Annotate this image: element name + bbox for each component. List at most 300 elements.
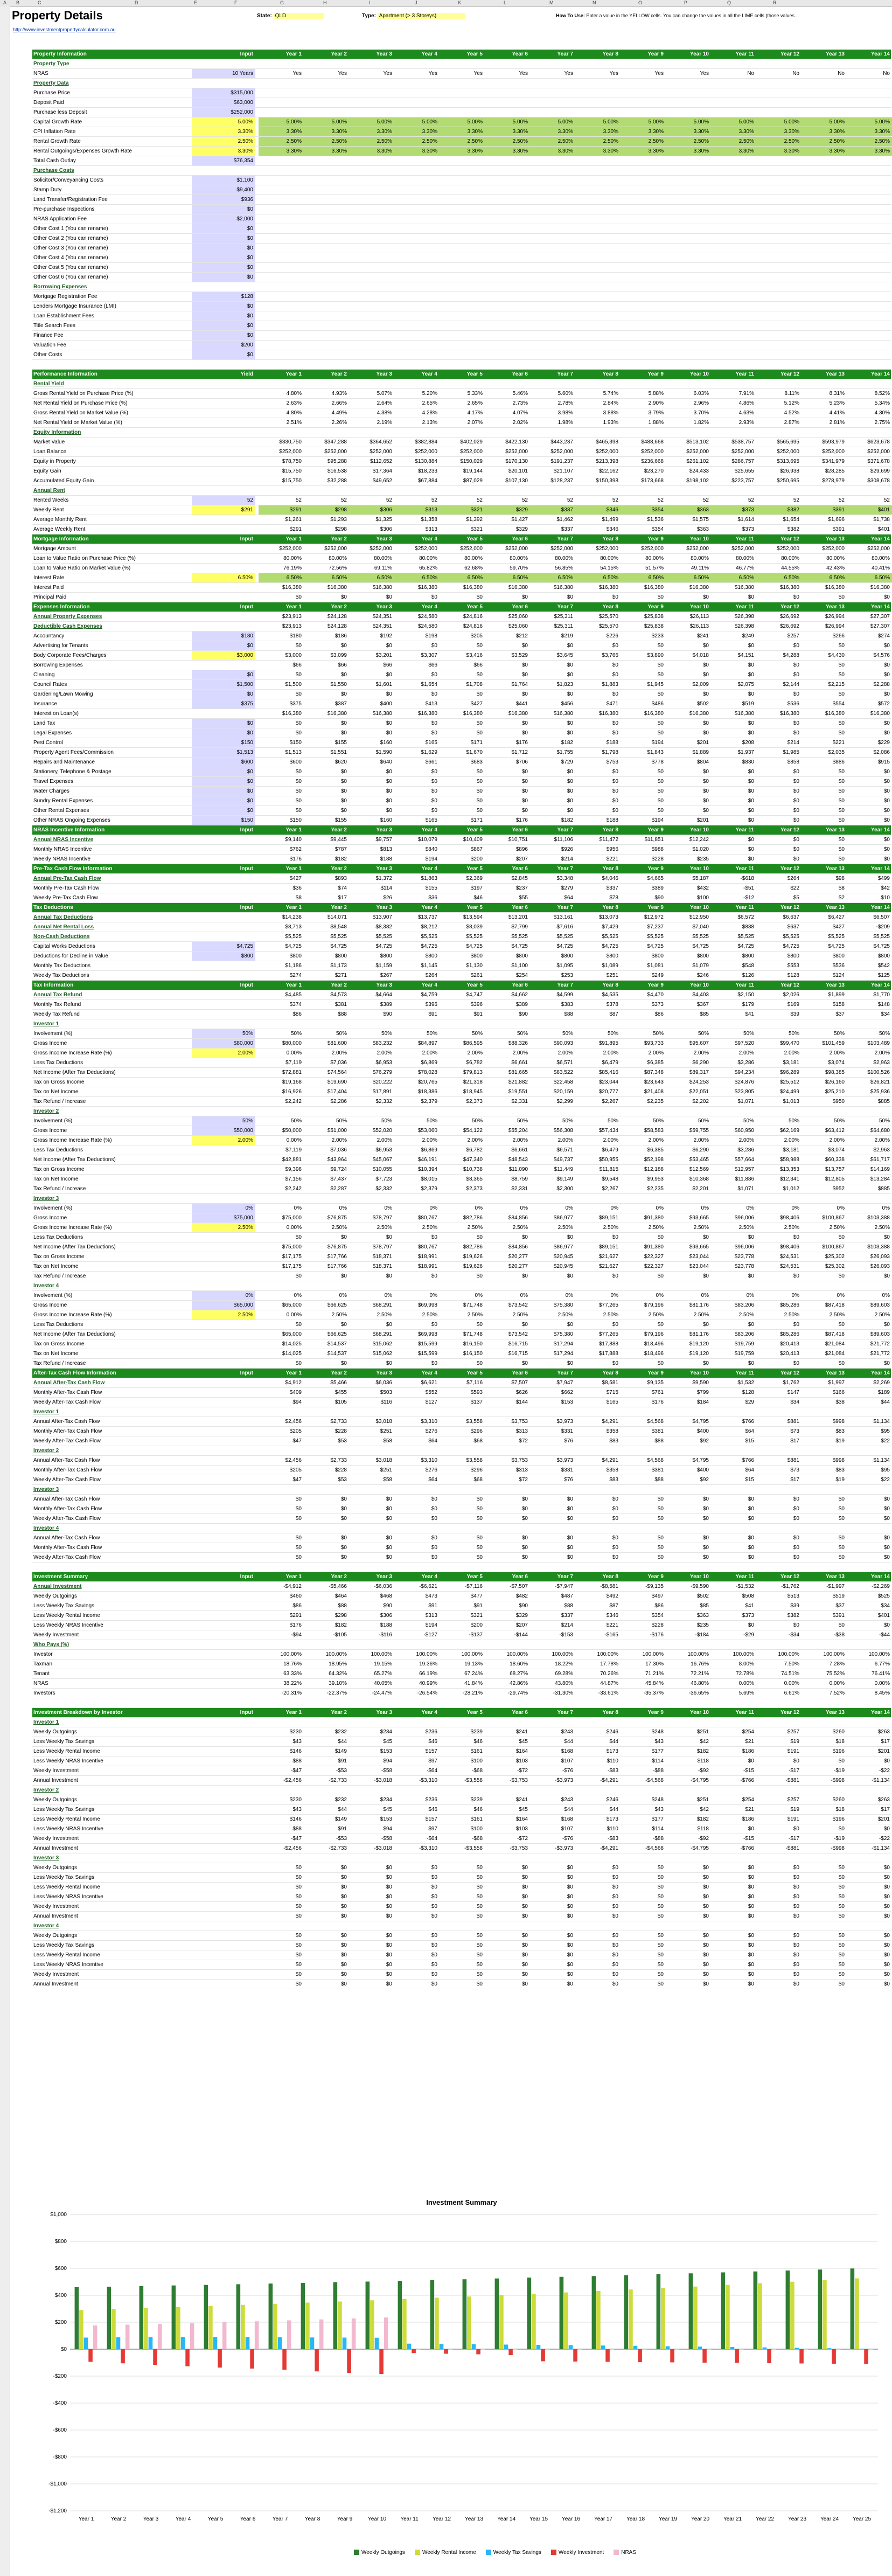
year-header-cell[interactable]: Year 12: [780, 1574, 799, 1580]
value-cell[interactable]: $75,000: [282, 1244, 302, 1250]
value-cell[interactable]: 2.51%: [286, 420, 302, 426]
value-cell[interactable]: $266: [832, 633, 845, 639]
value-cell[interactable]: $161: [470, 1816, 483, 1822]
value-cell[interactable]: 4.17%: [467, 410, 483, 416]
year-header-cell[interactable]: Year 9: [647, 604, 664, 610]
value-cell[interactable]: $313: [425, 526, 437, 532]
value-cell[interactable]: $502: [696, 701, 709, 707]
value-cell[interactable]: $93,665: [689, 1244, 709, 1250]
value-cell[interactable]: $0: [567, 1496, 573, 1502]
value-cell[interactable]: $76,279: [372, 1070, 392, 1075]
year-header-cell[interactable]: Year 2: [331, 866, 347, 872]
value-cell[interactable]: $0: [612, 1913, 618, 1919]
value-cell[interactable]: $0: [295, 1981, 302, 1987]
value-cell[interactable]: $0: [657, 1496, 664, 1502]
value-cell[interactable]: 2.50%: [377, 1312, 392, 1318]
input-cell[interactable]: $76,354: [192, 156, 255, 165]
value-cell[interactable]: -$998: [831, 1777, 845, 1783]
value-cell[interactable]: $176: [651, 1399, 664, 1405]
input-cell[interactable]: $0: [192, 767, 255, 776]
value-cell[interactable]: $68,291: [372, 1302, 392, 1308]
value-cell[interactable]: $251: [696, 1797, 709, 1803]
value-cell[interactable]: 0%: [384, 1205, 392, 1211]
value-cell[interactable]: $0: [340, 1234, 347, 1240]
year-header-cell[interactable]: Year 3: [376, 1370, 392, 1376]
value-cell[interactable]: 2.50%: [603, 1312, 618, 1318]
value-cell[interactable]: $374: [289, 1002, 302, 1008]
value-cell[interactable]: $0: [657, 1516, 664, 1522]
value-cell[interactable]: -$4,795: [691, 1777, 709, 1783]
value-cell[interactable]: $0: [521, 1913, 528, 1919]
value-cell[interactable]: $0: [793, 1913, 799, 1919]
value-cell[interactable]: $4,430: [828, 652, 845, 658]
input-cell[interactable]: $65,000: [192, 1301, 255, 1310]
year-header-cell[interactable]: Year 2: [331, 604, 347, 610]
value-cell[interactable]: $82,786: [463, 1244, 483, 1250]
value-cell[interactable]: $762: [289, 846, 302, 852]
input-cell[interactable]: $50,000: [192, 1126, 255, 1135]
value-cell[interactable]: 100.00%: [325, 1651, 347, 1657]
value-cell[interactable]: -$881: [785, 1777, 799, 1783]
value-cell[interactable]: $60,338: [825, 1157, 845, 1163]
value-cell[interactable]: $64: [428, 1438, 437, 1444]
value-cell[interactable]: $9,757: [375, 837, 392, 843]
value-cell[interactable]: 0%: [882, 1293, 890, 1299]
value-cell[interactable]: $196: [832, 1748, 845, 1754]
value-cell[interactable]: $0: [657, 1874, 664, 1880]
value-cell[interactable]: 3.30%: [802, 147, 847, 156]
value-cell[interactable]: $80,767: [417, 1244, 437, 1250]
value-cell[interactable]: $0: [612, 1554, 618, 1560]
input-cell[interactable]: $936: [192, 195, 255, 204]
value-cell[interactable]: 68.27%: [510, 1671, 528, 1677]
year-header-cell[interactable]: Year 1: [285, 371, 302, 377]
value-cell[interactable]: $59,755: [689, 1128, 709, 1134]
value-cell[interactable]: $0: [838, 691, 845, 697]
value-cell[interactable]: $0: [295, 1894, 302, 1900]
value-cell[interactable]: $221: [606, 856, 618, 862]
value-cell[interactable]: $1,513: [285, 749, 302, 755]
value-cell[interactable]: $37: [835, 1603, 845, 1609]
value-cell[interactable]: $23,913: [282, 614, 302, 620]
value-cell[interactable]: 66.19%: [419, 1671, 437, 1677]
year-header-cell[interactable]: Year 1: [285, 866, 302, 872]
value-cell[interactable]: $0: [431, 1545, 437, 1551]
value-cell[interactable]: $189: [877, 1390, 890, 1395]
value-cell[interactable]: $20,413: [779, 1351, 799, 1357]
value-cell[interactable]: $729: [561, 759, 573, 765]
value-cell[interactable]: 100.00%: [461, 1651, 483, 1657]
value-cell[interactable]: $1,883: [602, 682, 618, 688]
value-cell[interactable]: $252,000: [279, 449, 302, 455]
value-cell[interactable]: $0: [748, 1826, 754, 1832]
value-cell[interactable]: 8.45%: [874, 1690, 890, 1696]
year-header-cell[interactable]: Year 2: [331, 51, 347, 57]
value-cell[interactable]: $0: [476, 672, 483, 678]
value-cell[interactable]: 3.30%: [394, 127, 440, 136]
value-cell[interactable]: 2.73%: [512, 400, 528, 406]
value-cell[interactable]: $0: [340, 788, 347, 794]
value-cell[interactable]: $25,655: [734, 468, 754, 474]
year-header-cell[interactable]: Year 14: [870, 51, 890, 57]
value-cell[interactable]: $858: [787, 759, 799, 765]
value-cell[interactable]: $0: [838, 1971, 845, 1977]
year-header-cell[interactable]: Year 5: [466, 827, 483, 833]
value-cell[interactable]: $78,797: [372, 1244, 392, 1250]
value-cell[interactable]: $168: [561, 1816, 573, 1822]
value-cell[interactable]: $0: [838, 769, 845, 775]
value-cell[interactable]: -$15: [743, 1836, 754, 1842]
value-cell[interactable]: $0: [431, 808, 437, 814]
year-header-cell[interactable]: Year 7: [557, 371, 573, 377]
value-cell[interactable]: $4,151: [737, 652, 754, 658]
value-cell[interactable]: 5.74%: [603, 391, 618, 397]
year-header-cell[interactable]: Year 8: [602, 51, 618, 57]
value-cell[interactable]: $246: [606, 1797, 618, 1803]
value-cell[interactable]: 2.50%: [874, 1225, 890, 1231]
year-header-cell[interactable]: Year 10: [689, 827, 709, 833]
value-cell[interactable]: $96,006: [734, 1244, 754, 1250]
value-cell[interactable]: 52: [612, 497, 618, 503]
value-cell[interactable]: $149: [334, 1748, 347, 1754]
value-cell[interactable]: $0: [386, 779, 392, 784]
value-cell[interactable]: $464: [334, 1593, 347, 1599]
value-cell[interactable]: $0: [793, 1622, 799, 1628]
value-cell[interactable]: 52: [295, 497, 302, 503]
input-cell[interactable]: Input: [192, 981, 255, 990]
value-cell[interactable]: $0: [748, 846, 754, 852]
value-cell[interactable]: 2.00%: [331, 1137, 347, 1143]
value-cell[interactable]: $91,895: [598, 1040, 618, 1046]
value-cell[interactable]: $1,159: [375, 963, 392, 969]
value-cell[interactable]: $176: [289, 1622, 302, 1628]
value-cell[interactable]: $81,600: [327, 1040, 347, 1046]
value-cell[interactable]: $253: [561, 973, 573, 978]
value-cell[interactable]: $46: [428, 1739, 437, 1745]
value-cell[interactable]: -$153: [559, 1632, 573, 1638]
value-cell[interactable]: $0: [702, 662, 709, 668]
value-cell[interactable]: $3,753: [511, 1419, 528, 1425]
value-cell[interactable]: $64: [745, 1428, 754, 1434]
value-cell[interactable]: $0: [702, 1865, 709, 1871]
value-cell[interactable]: 46.80%: [691, 1681, 709, 1686]
value-cell[interactable]: $186: [742, 1816, 754, 1822]
value-cell[interactable]: $249: [742, 633, 754, 639]
year-header-cell[interactable]: Year 9: [647, 827, 664, 833]
value-cell[interactable]: $0: [476, 720, 483, 726]
year-header-cell[interactable]: Year 8: [602, 1370, 618, 1376]
value-cell[interactable]: $881: [787, 1419, 799, 1425]
value-cell[interactable]: $46: [473, 895, 483, 901]
value-cell[interactable]: $1,670: [466, 749, 483, 755]
value-cell[interactable]: $0: [340, 1933, 347, 1939]
value-cell[interactable]: $0: [793, 594, 799, 600]
value-cell[interactable]: $391: [802, 505, 847, 515]
value-cell[interactable]: $45: [519, 1739, 528, 1745]
year-header-cell[interactable]: Year 9: [647, 51, 664, 57]
value-cell[interactable]: $87,029: [463, 478, 483, 484]
value-cell[interactable]: 2.50%: [648, 1225, 664, 1231]
input-cell[interactable]: Input: [192, 1708, 255, 1717]
value-cell[interactable]: $346: [606, 1613, 618, 1619]
value-cell[interactable]: $263: [877, 1729, 890, 1735]
value-cell[interactable]: 2.13%: [422, 420, 437, 426]
value-cell[interactable]: 5.00%: [349, 117, 394, 127]
value-cell[interactable]: $0: [521, 788, 528, 794]
value-cell[interactable]: $0: [567, 720, 573, 726]
value-cell[interactable]: $0: [748, 1758, 754, 1764]
value-cell[interactable]: -31.30%: [553, 1690, 573, 1696]
value-cell[interactable]: $7,616: [556, 924, 573, 930]
value-cell[interactable]: $0: [340, 1516, 347, 1522]
value-cell[interactable]: 75.52%: [826, 1671, 845, 1677]
column-letter[interactable]: I: [369, 0, 371, 5]
value-cell[interactable]: $382: [756, 505, 802, 515]
value-cell[interactable]: $389: [380, 1002, 392, 1008]
value-cell[interactable]: $246: [696, 973, 709, 978]
value-cell[interactable]: 2.50%: [621, 137, 666, 146]
value-cell[interactable]: $0: [748, 837, 754, 843]
value-cell[interactable]: $0: [340, 1322, 347, 1328]
value-cell[interactable]: $0: [748, 1554, 754, 1560]
value-cell[interactable]: 2.00%: [648, 1137, 664, 1143]
value-cell[interactable]: 18.22%: [555, 1661, 573, 1667]
value-cell[interactable]: Yes: [564, 71, 573, 77]
value-cell[interactable]: 4.63%: [738, 410, 754, 416]
value-cell[interactable]: $64: [428, 1477, 437, 1483]
value-cell[interactable]: 2.50%: [530, 137, 575, 146]
value-cell[interactable]: $0: [386, 808, 392, 814]
value-cell[interactable]: $0: [567, 1884, 573, 1890]
value-cell[interactable]: $637: [787, 924, 799, 930]
value-cell[interactable]: $0: [838, 808, 845, 814]
value-cell[interactable]: -$618: [740, 876, 754, 881]
value-cell[interactable]: $21,627: [598, 1254, 618, 1260]
value-cell[interactable]: $16,380: [463, 711, 483, 717]
input-cell[interactable]: 2.50%: [192, 137, 255, 146]
input-cell[interactable]: 50%: [192, 1116, 255, 1126]
value-cell[interactable]: $6,571: [556, 1147, 573, 1153]
value-cell[interactable]: $0: [793, 1942, 799, 1948]
year-header-cell[interactable]: Year 1: [285, 1370, 302, 1376]
value-cell[interactable]: $298: [304, 505, 349, 515]
value-cell[interactable]: $2,373: [466, 1186, 483, 1192]
value-cell[interactable]: $778: [651, 759, 664, 765]
value-cell[interactable]: $296: [470, 1428, 483, 1434]
value-cell[interactable]: $103: [515, 1758, 528, 1764]
value-cell[interactable]: $513,102: [686, 439, 709, 445]
value-cell[interactable]: $24,253: [689, 1079, 709, 1085]
value-cell[interactable]: $65,000: [282, 1331, 302, 1337]
value-cell[interactable]: $150,398: [596, 478, 618, 484]
value-cell[interactable]: $36: [292, 885, 302, 891]
year-header-cell[interactable]: Year 6: [512, 536, 528, 542]
value-cell[interactable]: $57,434: [598, 1128, 618, 1134]
value-cell[interactable]: -$3,973: [555, 1845, 573, 1851]
value-cell[interactable]: $74,564: [327, 1070, 347, 1075]
value-cell[interactable]: $885: [877, 1099, 890, 1105]
value-cell[interactable]: $313,695: [777, 459, 799, 464]
value-cell[interactable]: $85,286: [779, 1302, 799, 1308]
value-cell[interactable]: $0: [883, 856, 890, 862]
value-cell[interactable]: $0: [793, 1952, 799, 1958]
value-cell[interactable]: $173: [606, 1816, 618, 1822]
value-cell[interactable]: $249: [651, 973, 664, 978]
value-cell[interactable]: $0: [612, 1874, 618, 1880]
input-cell[interactable]: $2,000: [192, 214, 255, 224]
value-cell[interactable]: $329: [515, 1613, 528, 1619]
value-cell[interactable]: $0: [657, 788, 664, 794]
value-cell[interactable]: $0: [748, 1942, 754, 1948]
value-cell[interactable]: $0: [431, 1554, 437, 1560]
value-cell[interactable]: 80.00%: [872, 556, 890, 561]
value-cell[interactable]: $19: [790, 1739, 799, 1745]
value-cell[interactable]: $18: [835, 1807, 845, 1813]
value-cell[interactable]: $0: [838, 1942, 845, 1948]
value-cell[interactable]: $48,543: [508, 1157, 528, 1163]
value-cell[interactable]: $53: [338, 1477, 347, 1483]
value-cell[interactable]: 2.50%: [512, 1312, 528, 1318]
value-cell[interactable]: 80.00%: [510, 556, 528, 561]
value-cell[interactable]: $252,000: [505, 546, 528, 552]
value-cell[interactable]: $87: [609, 1011, 618, 1017]
value-cell[interactable]: $18: [835, 1739, 845, 1745]
value-cell[interactable]: 0%: [429, 1205, 437, 1211]
value-cell[interactable]: $6,953: [375, 1147, 392, 1153]
value-cell[interactable]: $94: [383, 1826, 392, 1832]
year-header-cell[interactable]: Year 13: [825, 536, 845, 542]
year-header-cell[interactable]: Year 2: [331, 1710, 347, 1716]
value-cell[interactable]: $177: [651, 1748, 664, 1754]
value-cell[interactable]: $252,000: [822, 546, 845, 552]
value-cell[interactable]: 38.22%: [283, 1681, 302, 1686]
value-cell[interactable]: $401: [877, 526, 890, 532]
value-cell[interactable]: $79,196: [644, 1302, 664, 1308]
value-cell[interactable]: $160: [380, 740, 392, 746]
value-cell[interactable]: $3,099: [330, 652, 347, 658]
value-cell[interactable]: 4.93%: [331, 391, 347, 397]
value-cell[interactable]: $64,680: [870, 1128, 890, 1134]
value-cell[interactable]: 2.00%: [558, 1137, 573, 1143]
value-cell[interactable]: 4.80%: [286, 391, 302, 397]
value-cell[interactable]: $83: [835, 1428, 845, 1434]
value-cell[interactable]: $243: [561, 1797, 573, 1803]
value-cell[interactable]: $0: [793, 788, 799, 794]
value-cell[interactable]: 0.00%: [784, 1681, 799, 1686]
value-cell[interactable]: $387: [334, 701, 347, 707]
value-cell[interactable]: $800: [425, 953, 437, 959]
value-cell[interactable]: $0: [793, 1981, 799, 1987]
value-cell[interactable]: $207: [515, 1622, 528, 1628]
value-cell[interactable]: $519: [742, 701, 754, 707]
value-cell[interactable]: $155: [334, 740, 347, 746]
value-cell[interactable]: $11,815: [599, 1167, 618, 1172]
value-cell[interactable]: 5.00%: [711, 117, 756, 127]
value-cell[interactable]: $0: [521, 1360, 528, 1366]
value-cell[interactable]: $73,542: [508, 1331, 528, 1337]
value-cell[interactable]: $998: [832, 1419, 845, 1425]
value-cell[interactable]: 4.38%: [377, 410, 392, 416]
input-cell[interactable]: Input: [192, 903, 255, 912]
value-cell[interactable]: $103,388: [867, 1244, 890, 1250]
value-cell[interactable]: $264: [425, 973, 437, 978]
value-cell[interactable]: $0: [612, 1894, 618, 1900]
value-cell[interactable]: $0: [748, 1904, 754, 1910]
year-header-cell[interactable]: Year 10: [689, 1370, 709, 1376]
value-cell[interactable]: $0: [612, 594, 618, 600]
value-cell[interactable]: $17,364: [372, 468, 392, 474]
year-header-cell[interactable]: Year 13: [825, 866, 845, 872]
value-cell[interactable]: 2.00%: [377, 1137, 392, 1143]
value-cell[interactable]: $0: [883, 1942, 890, 1948]
value-cell[interactable]: $0: [386, 1942, 392, 1948]
value-cell[interactable]: $25,838: [644, 623, 664, 629]
value-cell[interactable]: $0: [295, 720, 302, 726]
value-cell[interactable]: $4,747: [466, 992, 483, 998]
value-cell[interactable]: $321: [470, 1613, 483, 1619]
value-cell[interactable]: $2,201: [692, 1186, 709, 1192]
value-cell[interactable]: -$58: [381, 1768, 392, 1774]
value-cell[interactable]: $0: [295, 808, 302, 814]
value-cell[interactable]: $168: [561, 1748, 573, 1754]
year-header-cell[interactable]: Year 9: [647, 982, 664, 988]
input-cell[interactable]: $315,000: [192, 88, 255, 98]
value-cell[interactable]: $0: [657, 1545, 664, 1551]
value-cell[interactable]: $0: [386, 691, 392, 697]
value-cell[interactable]: $401: [847, 505, 892, 515]
value-cell[interactable]: $0: [431, 1865, 437, 1871]
value-cell[interactable]: $45: [383, 1739, 392, 1745]
value-cell[interactable]: -$9,590: [691, 1584, 709, 1589]
value-cell[interactable]: 4.52%: [784, 410, 799, 416]
year-header-cell[interactable]: Year 2: [331, 1370, 347, 1376]
value-cell[interactable]: 3.30%: [621, 127, 666, 136]
value-cell[interactable]: $65,000: [282, 1302, 302, 1308]
value-cell[interactable]: $6,572: [737, 914, 754, 920]
value-cell[interactable]: $13,161: [553, 914, 573, 920]
value-cell[interactable]: 50%: [743, 1118, 754, 1124]
value-cell[interactable]: -$1,762: [781, 1584, 799, 1589]
value-cell[interactable]: $252,000: [550, 449, 573, 455]
value-cell[interactable]: $88: [292, 1758, 302, 1764]
year-header-cell[interactable]: Year 12: [780, 905, 799, 911]
value-cell[interactable]: $72,881: [282, 1070, 302, 1075]
year-header-cell[interactable]: Year 3: [376, 536, 392, 542]
value-cell[interactable]: $42: [700, 1807, 709, 1813]
value-cell[interactable]: $0: [386, 1554, 392, 1560]
value-cell[interactable]: $3,890: [647, 652, 664, 658]
value-cell[interactable]: 0%: [746, 1205, 754, 1211]
value-cell[interactable]: $0: [702, 1874, 709, 1880]
value-cell[interactable]: $176: [515, 817, 528, 823]
value-cell[interactable]: $0: [295, 1516, 302, 1522]
value-cell[interactable]: $0: [748, 691, 754, 697]
value-cell[interactable]: 0.00%: [829, 1681, 845, 1686]
value-cell[interactable]: $1,130: [466, 963, 483, 969]
value-cell[interactable]: $44: [609, 1807, 618, 1813]
value-cell[interactable]: $98,406: [779, 1215, 799, 1221]
value-cell[interactable]: $0: [567, 1535, 573, 1541]
value-cell[interactable]: $0: [748, 1516, 754, 1522]
value-cell[interactable]: 8.31%: [829, 391, 845, 397]
value-cell[interactable]: $263: [877, 1797, 890, 1803]
value-cell[interactable]: $0: [612, 1981, 618, 1987]
value-cell[interactable]: -$5,466: [329, 1584, 347, 1589]
value-cell[interactable]: 2.50%: [467, 1225, 483, 1231]
value-cell[interactable]: $6,637: [783, 914, 799, 920]
value-cell[interactable]: $6,782: [466, 1060, 483, 1066]
value-cell[interactable]: 3.30%: [485, 127, 530, 136]
